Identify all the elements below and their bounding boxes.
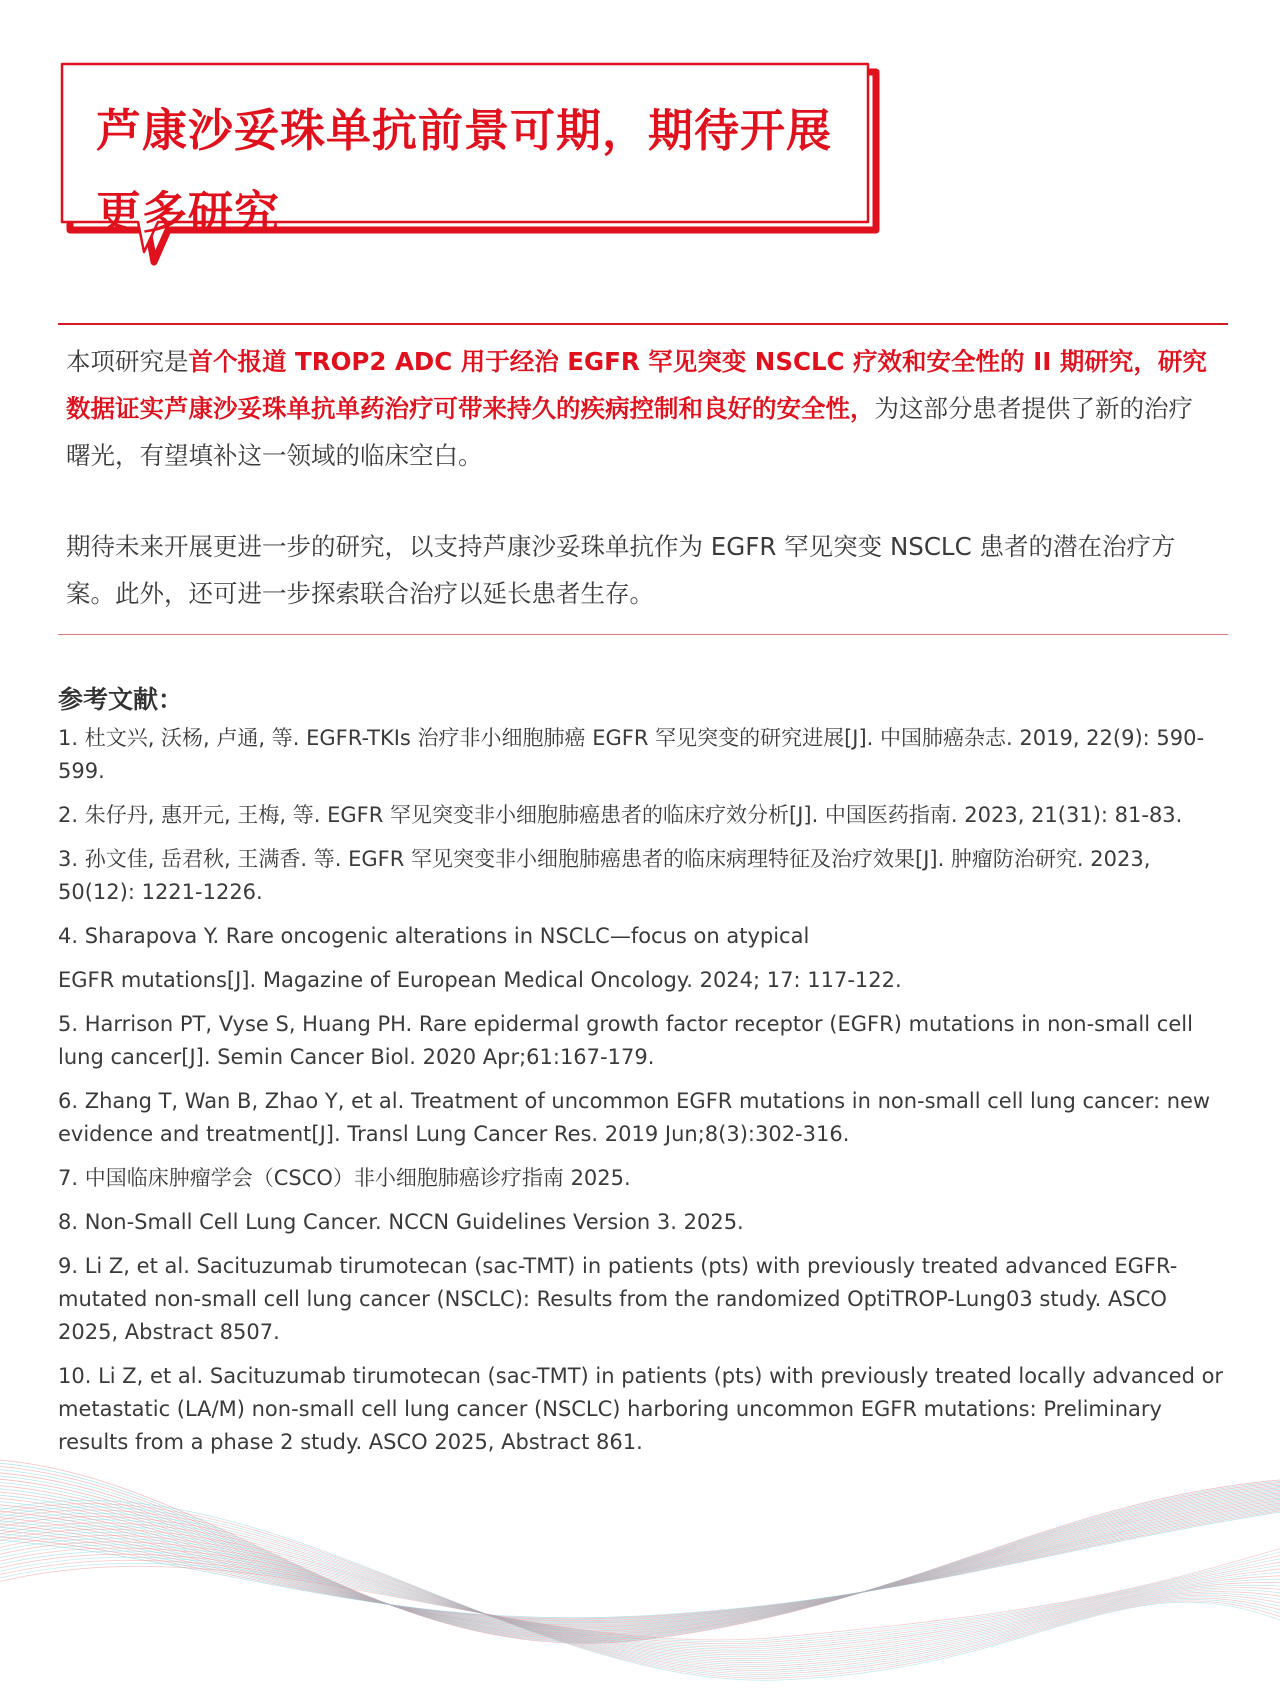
paragraph-2: 期待未来开展更进一步的研究，以支持芦康沙妥珠单抗作为 EGFR 罕见突变 NSCLC 患者的潜在治疗方案。此外，还可进一步探索联合治疗以延长患者生存。 (66, 532, 1176, 608)
reference-item: 4. Sharapova Y. Rare oncogenic alterations in NSCLC—focus on atypical (58, 924, 810, 948)
page-title-line-1: 芦康沙妥珠单抗前景可期，期待开展 (96, 104, 833, 157)
reference-item: 6. Zhang T, Wan B, Zhao Y, et al. Treatment of uncommon EGFR mutations in non-small cell lung cancer: new evidence and treatment[J]. Transl Lung Cancer Res. 2019 Jun;8(3):302-316. (58, 1089, 1211, 1146)
page-title-line-2: 更多研究 (96, 186, 281, 239)
reference-item: 5. Harrison PT, Vyse S, Huang PH. Rare epidermal growth factor receptor (EGFR) mutations in non-small cell lung cancer[J]. Semin Cancer Biol. 2020 Apr;61:167-179. (58, 1012, 1193, 1069)
title-callout-box (58, 62, 878, 239)
reference-item: 1. 杜文兴, 沃杨, 卢通, 等. EGFR-TKIs 治疗非小细胞肺癌 EGFR 罕见突变的研究进展[J]. 中国肺癌杂志. 2019, 22(9): 590-599. (58, 726, 1205, 783)
references-heading: 参考文献： (58, 685, 184, 714)
divider-top (58, 323, 1228, 325)
paragraph-1-suffix: 为这部分患者提供了新的治疗曙光，有望填补这一领域的临床空白。 (66, 394, 1193, 470)
reference-item: 8. Non-Small Cell Lung Cancer. NCCN Guidelines Version 3. 2025. (58, 1210, 744, 1234)
decorative-wave-lines (0, 1440, 1280, 1706)
page-title (96, 90, 866, 254)
reference-item: 9. Li Z, et al. Sacituzumab tirumotecan (sac-TMT) in patients (pts) with previously treated advanced EGFR-mutated non-small cell lung cancer (NSCLC): Results from the randomized OptiTROP-Lung03 study. ASCO 2025, Abstract 8507. (58, 1254, 1178, 1344)
reference-item: 2. 朱仔丹, 惠开元, 王梅, 等. EGFR 罕见突变非小细胞肺癌患者的临床疗效分析[J]. 中国医药指南. 2023, 21(31): 81-83. (58, 803, 1183, 827)
paragraph-1-highlight: 首个报道 TROP2 ADC 用于经治 EGFR 罕见突变 NSCLC 疗效和安全性的 II 期研究，研究数据证实芦康沙妥珠单抗单药治疗可带来持久的疾病控制和良好的安全性， (66, 347, 1207, 423)
divider-bottom (58, 634, 1228, 635)
reference-item: 10. Li Z, et al. Sacituzumab tirumotecan (sac-TMT) in patients (pts) with previously treated locally advanced or metastatic (LA/M) non-small cell lung cancer (NSCLC) harboring uncommon EGFR mutations: Preliminary results from a phase 2 study. ASCO 2025, Abstract 861. (58, 1364, 1224, 1454)
reference-item: 3. 孙文佳, 岳君秋, 王满香. 等. EGFR 罕见突变非小细胞肺癌患者的临床病理特征及治疗效果[J]. 肿瘤防治研究. 2023, 50(12): 1221-1226. (58, 847, 1151, 904)
paragraph-1 (66, 338, 1216, 479)
references-list (58, 722, 1228, 1470)
wave-line (0, 1500, 1280, 1680)
reference-item: EGFR mutations[J]. Magazine of European Medical Oncology. 2024; 17: 117-122. (58, 968, 902, 992)
paragraph-1-prefix: 本项研究是 (66, 347, 189, 376)
reference-item: 7. 中国临床肿瘤学会（CSCO）非小细胞肺癌诊疗指南 2025. (58, 1166, 631, 1190)
